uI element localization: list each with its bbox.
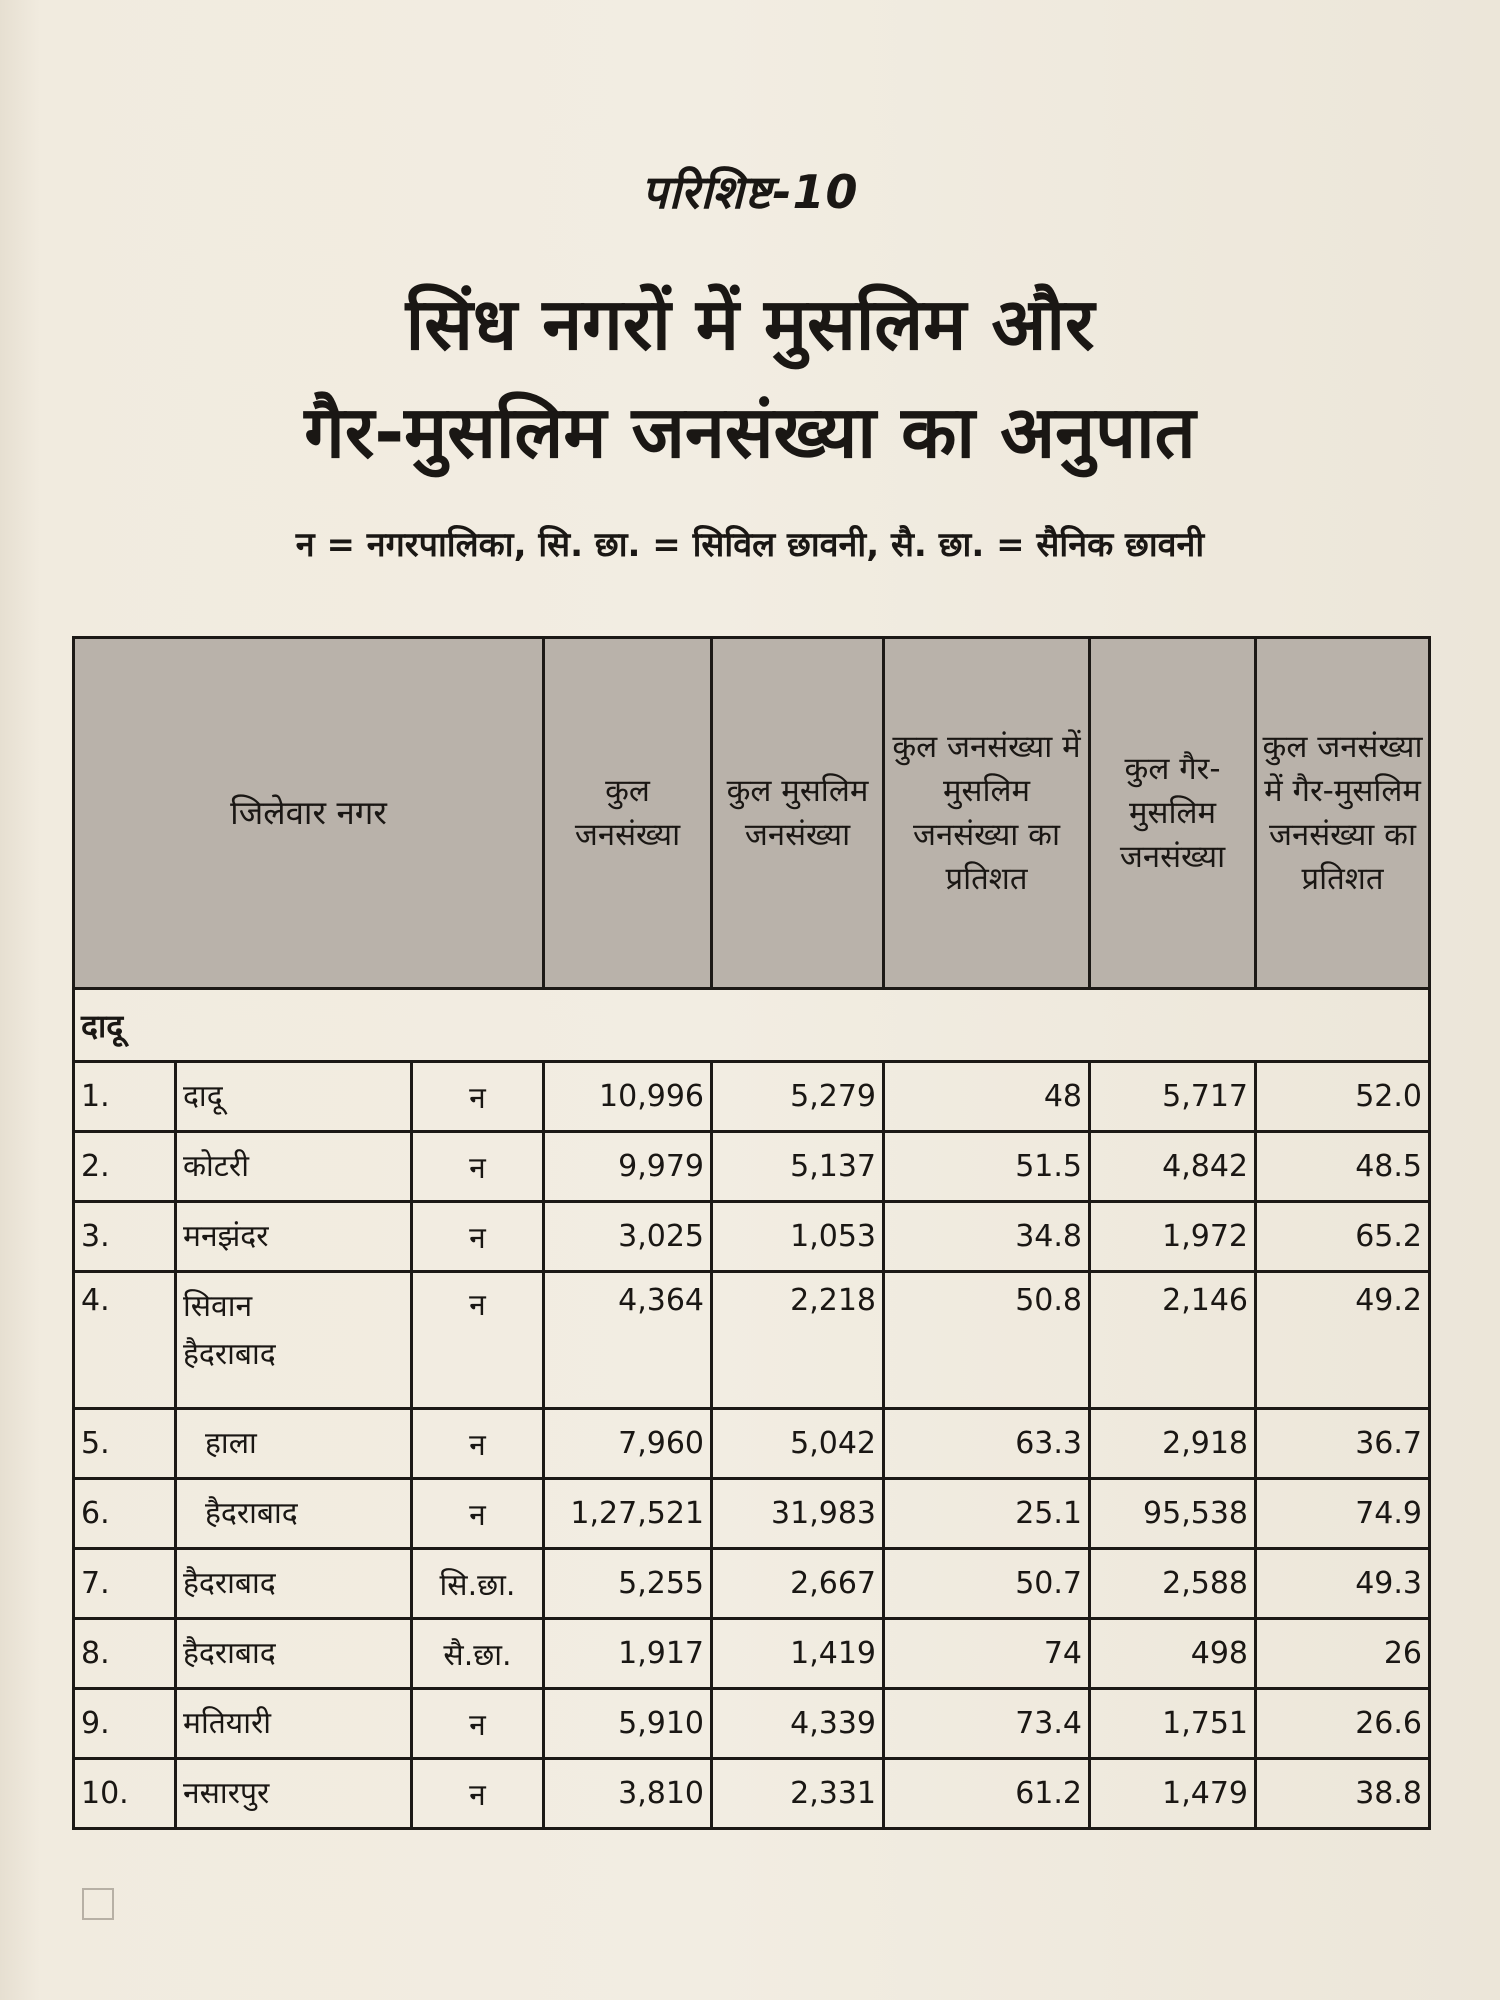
row-serial-number: 10. — [74, 1759, 176, 1829]
row-muslim-percentage: 50.8 — [884, 1272, 1090, 1409]
row-non-muslim-population: 498 — [1090, 1619, 1256, 1689]
row-non-muslim-percentage: 26.6 — [1256, 1689, 1430, 1759]
row-city-name — [176, 1272, 412, 1409]
row-city-type: न — [412, 1132, 544, 1202]
row-city-name: मतियारी — [176, 1689, 412, 1759]
row-total-population: 9,979 — [544, 1132, 712, 1202]
row-non-muslim-percentage: 65.2 — [1256, 1202, 1430, 1272]
header-muslim-population: कुल मुसलिम जनसंख्या — [712, 638, 884, 989]
district-name: दादू — [74, 989, 1430, 1062]
row-total-population: 5,910 — [544, 1689, 712, 1759]
row-city-name: हैदराबाद — [176, 1619, 412, 1689]
page-corner-mark — [82, 1888, 114, 1920]
row-city-type: सि.छा. — [412, 1549, 544, 1619]
header-muslim-percentage: कुल जनसंख्या में मुसलिम जनसंख्या का प्रतिशत — [884, 638, 1090, 989]
row-serial-number: 6. — [74, 1479, 176, 1549]
row-muslim-percentage: 61.2 — [884, 1759, 1090, 1829]
table-row — [74, 1202, 1430, 1272]
row-city-name: हैदराबाद — [176, 1549, 412, 1619]
row-muslim-population: 5,279 — [712, 1062, 884, 1132]
table-row — [74, 1549, 1430, 1619]
row-non-muslim-percentage: 26 — [1256, 1619, 1430, 1689]
row-non-muslim-percentage: 36.7 — [1256, 1409, 1430, 1479]
row-non-muslim-percentage: 49.2 — [1256, 1272, 1430, 1409]
row-non-muslim-population: 2,918 — [1090, 1409, 1256, 1479]
row-muslim-percentage: 74 — [884, 1619, 1090, 1689]
table-body — [74, 1062, 1430, 1829]
row-non-muslim-population: 2,588 — [1090, 1549, 1256, 1619]
row-city-name: दादू — [176, 1062, 412, 1132]
row-total-population: 3,810 — [544, 1759, 712, 1829]
table-row — [74, 1062, 1430, 1132]
row-total-population: 1,917 — [544, 1619, 712, 1689]
row-non-muslim-percentage: 48.5 — [1256, 1132, 1430, 1202]
row-city-type: न — [412, 1759, 544, 1829]
table-row — [74, 1132, 1430, 1202]
row-city-name: हाला — [176, 1409, 412, 1479]
table-row — [74, 1272, 1430, 1409]
row-total-population: 1,27,521 — [544, 1479, 712, 1549]
row-non-muslim-population: 1,972 — [1090, 1202, 1256, 1272]
row-muslim-population: 1,419 — [712, 1619, 884, 1689]
row-muslim-population: 2,331 — [712, 1759, 884, 1829]
table-row — [74, 1619, 1430, 1689]
table-row — [74, 1689, 1430, 1759]
row-non-muslim-population: 5,717 — [1090, 1062, 1256, 1132]
row-serial-number: 2. — [74, 1132, 176, 1202]
row-city-name-line-2: हैदराबाद — [183, 1337, 276, 1372]
row-city-name-line-1: सिवान — [183, 1289, 253, 1324]
title-line-2: गैर-मुसलिम जनसंख्या का अनुपात — [304, 390, 1196, 474]
table-row — [74, 1759, 1430, 1829]
row-serial-number: 5. — [74, 1409, 176, 1479]
row-city-name: हैदराबाद — [176, 1479, 412, 1549]
row-non-muslim-percentage: 49.3 — [1256, 1549, 1430, 1619]
header-city: जिलेवार नगर — [74, 638, 544, 989]
row-total-population: 10,996 — [544, 1062, 712, 1132]
row-city-type: न — [412, 1409, 544, 1479]
row-non-muslim-population: 1,479 — [1090, 1759, 1256, 1829]
row-non-muslim-percentage: 74.9 — [1256, 1479, 1430, 1549]
row-non-muslim-population: 95,538 — [1090, 1479, 1256, 1549]
row-muslim-percentage: 25.1 — [884, 1479, 1090, 1549]
row-muslim-population: 4,339 — [712, 1689, 884, 1759]
row-muslim-percentage: 48 — [884, 1062, 1090, 1132]
row-city-name: कोटरी — [176, 1132, 412, 1202]
row-city-type: न — [412, 1202, 544, 1272]
row-non-muslim-population: 4,842 — [1090, 1132, 1256, 1202]
table-header-row — [74, 638, 1430, 989]
row-muslim-percentage: 50.7 — [884, 1549, 1090, 1619]
row-city-type: न — [412, 1272, 544, 1409]
district-row — [74, 989, 1430, 1062]
appendix-label: परिशिष्ट-10 — [641, 165, 859, 219]
row-serial-number: 9. — [74, 1689, 176, 1759]
row-non-muslim-population: 1,751 — [1090, 1689, 1256, 1759]
row-non-muslim-percentage: 52.0 — [1256, 1062, 1430, 1132]
header-non-muslim-percentage: कुल जनसंख्या में गैर-मुसलिम जनसंख्या का प्रतिशत — [1256, 638, 1430, 989]
row-muslim-population: 1,053 — [712, 1202, 884, 1272]
row-muslim-population: 31,983 — [712, 1479, 884, 1549]
row-serial-number: 1. — [74, 1062, 176, 1132]
header-non-muslim-population: कुल गैर-मुसलिम जनसंख्या — [1090, 638, 1256, 989]
row-city-type: न — [412, 1689, 544, 1759]
row-total-population: 4,364 — [544, 1272, 712, 1409]
row-city-name: मनझंदर — [176, 1202, 412, 1272]
row-non-muslim-percentage: 38.8 — [1256, 1759, 1430, 1829]
population-table — [72, 636, 1431, 1830]
row-total-population: 5,255 — [544, 1549, 712, 1619]
row-muslim-population: 5,137 — [712, 1132, 884, 1202]
row-serial-number: 8. — [74, 1619, 176, 1689]
row-city-type: न — [412, 1479, 544, 1549]
table-row — [74, 1479, 1430, 1549]
row-city-type: सै.छा. — [412, 1619, 544, 1689]
row-total-population: 7,960 — [544, 1409, 712, 1479]
header-total-population: कुल जनसंख्या — [544, 638, 712, 989]
title-line-1: सिंध नगरों में मुसलिम और — [405, 282, 1095, 366]
row-total-population: 3,025 — [544, 1202, 712, 1272]
row-non-muslim-population: 2,146 — [1090, 1272, 1256, 1409]
row-muslim-percentage: 34.8 — [884, 1202, 1090, 1272]
row-muslim-population: 5,042 — [712, 1409, 884, 1479]
row-muslim-population: 2,667 — [712, 1549, 884, 1619]
row-muslim-percentage: 51.5 — [884, 1132, 1090, 1202]
row-city-name: नसारपुर — [176, 1759, 412, 1829]
row-serial-number: 4. — [74, 1272, 176, 1409]
row-muslim-percentage: 73.4 — [884, 1689, 1090, 1759]
row-muslim-percentage: 63.3 — [884, 1409, 1090, 1479]
row-serial-number: 3. — [74, 1202, 176, 1272]
abbreviation-legend: न = नगरपालिका, सि. छा. = सिविल छावनी, सै. छा. = सैनिक छावनी — [295, 525, 1205, 565]
row-serial-number: 7. — [74, 1549, 176, 1619]
table-row — [74, 1409, 1430, 1479]
row-muslim-population: 2,218 — [712, 1272, 884, 1409]
row-city-type: न — [412, 1062, 544, 1132]
page-title — [0, 270, 1500, 486]
